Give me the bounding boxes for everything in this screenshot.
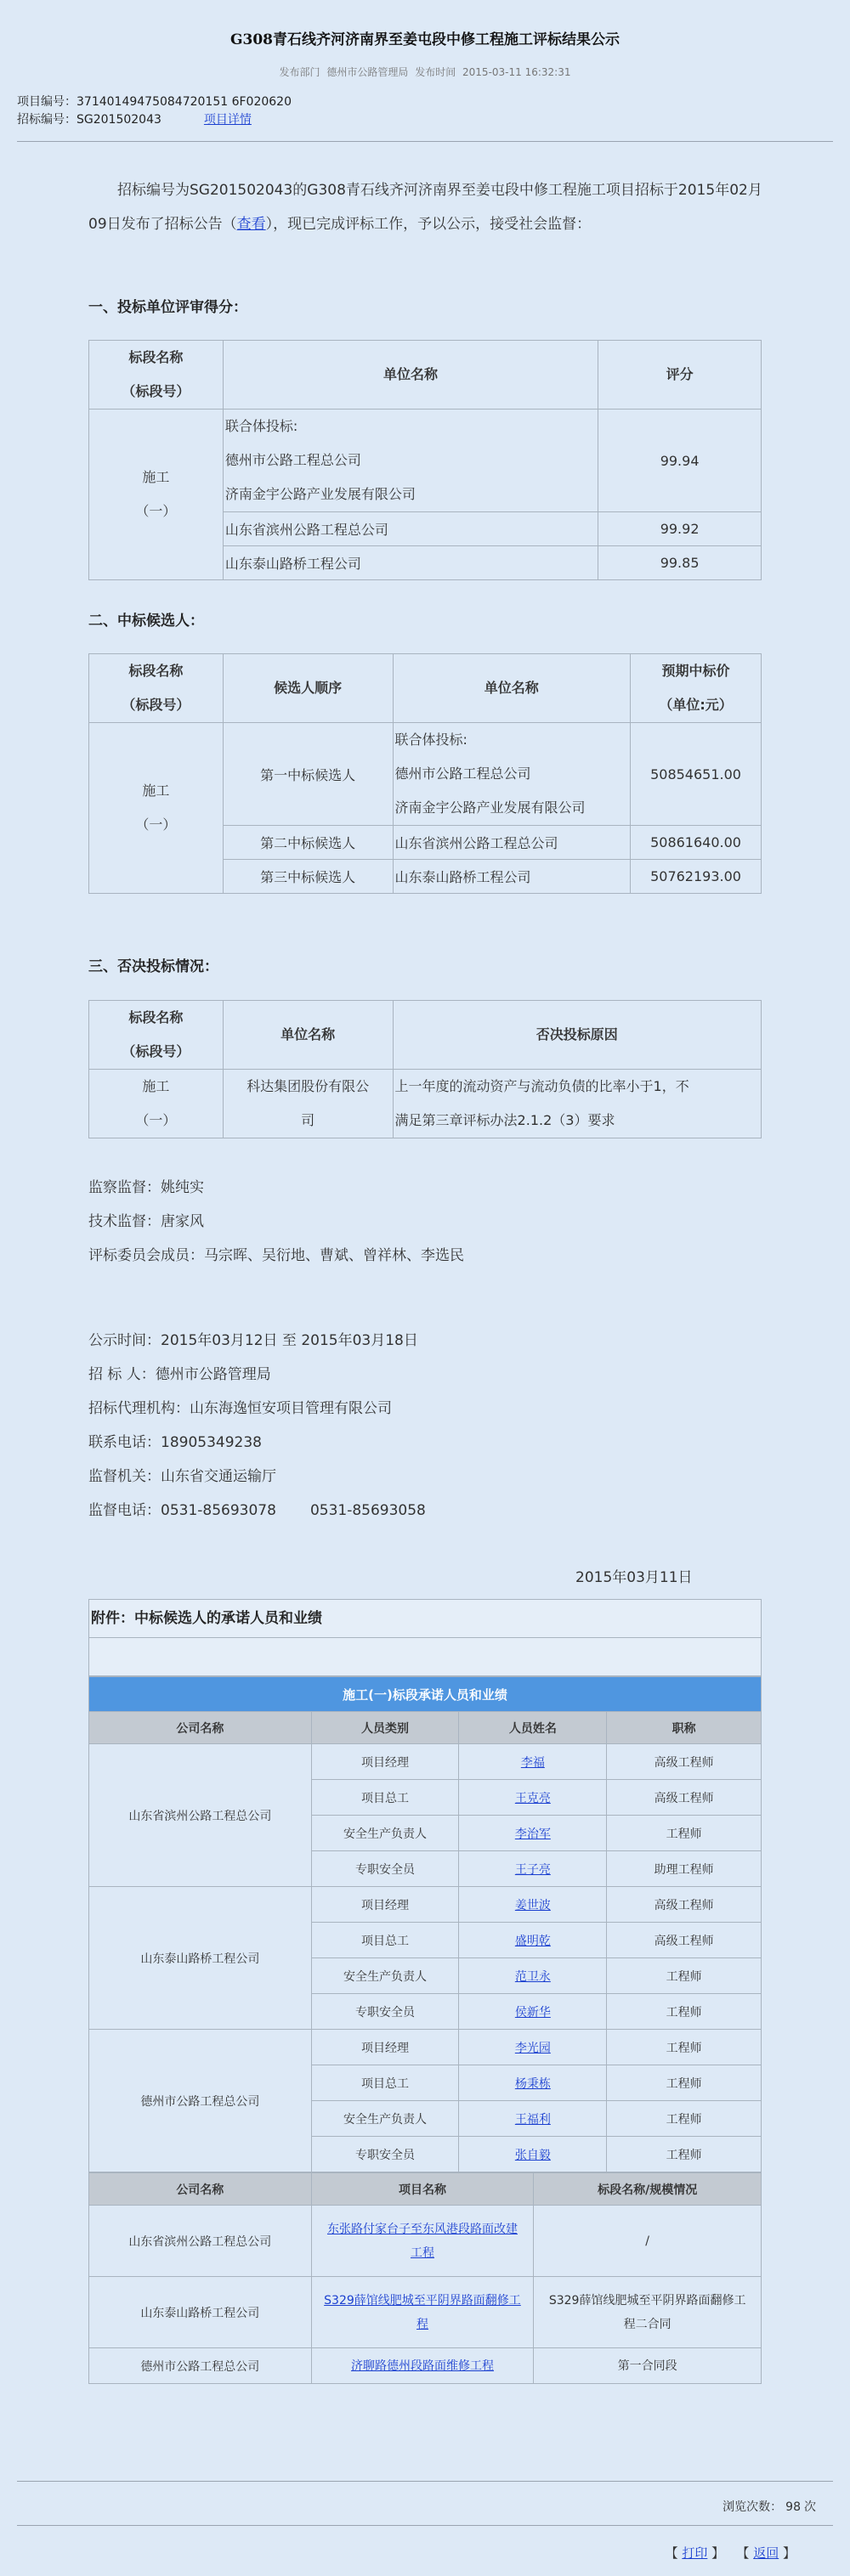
price-cell: 50762193.00 (631, 860, 762, 894)
tender-no: SG201502043 (76, 113, 162, 127)
footer-divider (17, 2481, 833, 2482)
section-2-title: 二、中标候选人： (88, 613, 204, 630)
candidates-table (88, 653, 762, 894)
role-cell: 安全生产负责人 (311, 1816, 459, 1851)
col-section-no: （标段号） (122, 697, 190, 713)
role-cell: 专职安全员 (311, 2137, 459, 2172)
banner: 施工(一)标段承诺人员和业绩 (89, 1677, 762, 1712)
project-cell (311, 2348, 534, 2384)
unit-cell: 山东泰山路桥工程公司 (223, 546, 598, 580)
unit-cell: 山东省滨州公路工程总公司 (393, 826, 631, 860)
col-project: 项目名称 (311, 2173, 534, 2206)
section-3-title: 三、否决投标情况： (88, 958, 218, 975)
person-link[interactable]: 杨秉栋 (514, 2076, 551, 2091)
attachment-spacer (88, 1638, 762, 1676)
price-cell: 50854651.00 (631, 723, 762, 826)
person-cell (459, 2065, 607, 2101)
performance-table (88, 2172, 762, 2384)
staff-table (88, 1676, 762, 2172)
person-link[interactable]: 王福利 (514, 2112, 551, 2127)
col-section: 标段名称 (128, 349, 184, 365)
col-unit: 单位名称 (223, 1001, 393, 1070)
footer-divider-2 (17, 2525, 833, 2526)
title-cell: 助理工程师 (607, 1851, 762, 1887)
person-cell (459, 1887, 607, 1923)
project-detail-link[interactable]: 项目详情 (203, 113, 252, 127)
title-cell: 工程师 (607, 1958, 762, 1994)
tender-no-label: 招标编号： (17, 113, 76, 127)
title-cell: 高级工程师 (607, 1923, 762, 1958)
unit-cell: 联合体投标: 德州市公路工程总公司 济南金宇公路产业发展有限公司 (223, 410, 598, 512)
person-cell (459, 2030, 607, 2065)
col-scale: 标段名称/规模情况 (534, 2173, 762, 2206)
project-cell (311, 2206, 534, 2277)
person-cell (459, 1994, 607, 2030)
role-cell: 专职安全员 (311, 1851, 459, 1887)
notice-tenderer: 招 标 人：德州市公路管理局 (88, 1366, 271, 1383)
col-order: 候选人顺序 (223, 654, 393, 723)
col-reason: 否决投标原因 (393, 1001, 761, 1070)
table-row (89, 1744, 762, 1780)
unit-cell: 山东泰山路桥工程公司 (393, 860, 631, 894)
score-cell: 99.94 (598, 410, 762, 512)
notice-period: 公示时间：2015年03月12日 至 2015年03月18日 (88, 1332, 418, 1349)
rejected-table (88, 1000, 762, 1138)
project-link[interactable]: 东张路付家台子至东风港段路面改建 工程 (326, 2222, 518, 2260)
company-cell: 德州市公路工程总公司 (89, 2348, 312, 2384)
view-notice-link[interactable]: 查看 (236, 216, 266, 233)
unit-cell: 科达集团股份有限公 司 (223, 1070, 393, 1138)
col-company: 公司名称 (89, 1712, 312, 1744)
title-cell: 工程师 (607, 2065, 762, 2101)
person-cell (459, 1780, 607, 1816)
dept-value: 德州市公路管理局 (326, 66, 409, 78)
person-cell (459, 1744, 607, 1780)
role-cell: 项目总工 (311, 2065, 459, 2101)
person-link[interactable]: 范卫永 (514, 1969, 551, 1984)
col-unit: 单位名称 (223, 341, 598, 410)
project-link[interactable]: 济聊路德州段路面维修工程 (350, 2359, 494, 2373)
footer-links: 【 打印 】 【 返回 】 (665, 2545, 796, 2561)
person-link[interactable]: 张自毅 (514, 2148, 551, 2162)
divider (17, 141, 833, 142)
reason-cell: 上一年度的流动资产与流动负债的比率小于1，不 满足第三章评标办法2.1.2（3）要求 (393, 1070, 761, 1138)
col-price-unit: （单位:元） (659, 697, 733, 713)
page-title: G308青石线齐河济南界至姜屯段中修工程施工评标结果公示 (230, 31, 620, 48)
person-link[interactable]: 王子亮 (514, 1862, 551, 1877)
company-cell: 山东泰山路桥工程公司 (89, 1887, 312, 2030)
order-cell: 第三中标候选人 (223, 860, 393, 894)
intro-text-2: ），现已完成评标工作，予以公示，接受社会监督： (265, 216, 592, 233)
company-cell: 山东省滨州公路工程总公司 (89, 1744, 312, 1887)
role-cell: 项目经理 (311, 1744, 459, 1780)
role-cell: 项目总工 (311, 1780, 459, 1816)
person-cell (459, 2137, 607, 2172)
scale-cell: / (534, 2206, 762, 2277)
section-cell: 施工 （一） (89, 1070, 224, 1138)
publish-meta (0, 65, 850, 79)
col-section: 标段名称 (128, 1009, 184, 1025)
col-section-no: （标段号） (122, 383, 190, 399)
scores-table (88, 340, 762, 580)
person-cell (459, 2101, 607, 2137)
company-cell: 德州市公路工程总公司 (89, 2030, 312, 2172)
person-cell (459, 1958, 607, 1994)
section-cell: 施工 （一） (89, 410, 224, 580)
col-title: 职称 (607, 1712, 762, 1744)
intro-text-1: 招标编号为SG201502043的G308青石线齐河济南界至姜屯段中修工程施工项目招标于2015年02月09日发布了招标公告（ (88, 182, 762, 233)
col-role: 人员类别 (311, 1712, 459, 1744)
person-link[interactable]: 李光园 (514, 2041, 551, 2055)
table-row (89, 410, 762, 512)
person-link[interactable]: 姜世波 (514, 1898, 551, 1912)
title-cell: 工程师 (607, 1994, 762, 2030)
order-cell: 第一中标候选人 (223, 723, 393, 826)
intro-paragraph (88, 173, 768, 241)
role-cell: 项目经理 (311, 2030, 459, 2065)
section-1-title: 一、投标单位评审得分： (88, 299, 247, 316)
print-link[interactable]: 打印 (682, 2545, 708, 2561)
title-cell: 高级工程师 (607, 1780, 762, 1816)
person-cell (459, 1816, 607, 1851)
col-company: 公司名称 (89, 2173, 312, 2206)
table-header-row (89, 1712, 762, 1744)
dept-label: 发布部门 (279, 66, 320, 78)
company-cell: 山东泰山路桥工程公司 (89, 2277, 312, 2348)
section-cell: 施工 （一） (89, 723, 224, 894)
table-header-row (89, 1001, 762, 1070)
order-cell: 第二中标候选人 (223, 826, 393, 860)
attachment-title: 附件：中标候选人的承诺人员和业绩 (88, 1599, 762, 1638)
score-cell: 99.92 (598, 512, 762, 546)
col-person: 人员姓名 (459, 1712, 607, 1744)
table-row (89, 2206, 762, 2277)
price-cell: 50861640.00 (631, 826, 762, 860)
table-row (89, 2277, 762, 2348)
role-cell: 专职安全员 (311, 1994, 459, 2030)
title-cell: 工程师 (607, 2030, 762, 2065)
time-value: 2015-03-11 16:32:31 (462, 66, 571, 78)
scale-cell: S329薛馆线肥城至平阴界路面翻修工 程二合同 (534, 2277, 762, 2348)
project-cell (311, 2277, 534, 2348)
title-cell: 工程师 (607, 2137, 762, 2172)
supervisor-line: 监察监督：姚纯实 (88, 1179, 204, 1196)
score-cell: 99.85 (598, 546, 762, 580)
role-cell: 安全生产负责人 (311, 2101, 459, 2137)
col-section-no: （标段号） (122, 1043, 190, 1059)
time-label: 发布时间 (415, 66, 456, 78)
unit-cell: 联合体投标: 德州市公路工程总公司 济南金宇公路产业发展有限公司 (393, 723, 631, 826)
col-unit: 单位名称 (393, 654, 631, 723)
role-cell: 项目经理 (311, 1887, 459, 1923)
committee-line: 评标委员会成员：马宗晖、吴衍地、曹斌、曾祥林、李选民 (88, 1247, 464, 1264)
role-cell: 安全生产负责人 (311, 1958, 459, 1994)
table-header-row (89, 341, 762, 410)
table-row (89, 1887, 762, 1923)
table-row (89, 2030, 762, 2065)
scale-cell: 第一合同段 (534, 2348, 762, 2384)
person-cell (459, 1923, 607, 1958)
person-link[interactable]: 王克亮 (514, 1791, 551, 1805)
person-link[interactable]: 侯新华 (514, 2005, 551, 2020)
person-link[interactable]: 盛明乾 (514, 1934, 551, 1948)
title-cell: 高级工程师 (607, 1887, 762, 1923)
table-row (89, 723, 762, 826)
company-cell: 山东省滨州公路工程总公司 (89, 2206, 312, 2277)
project-link[interactable]: S329薛馆线肥城至平阴界路面翻修工 程 (324, 2293, 521, 2331)
person-link[interactable]: 李福 (520, 1755, 545, 1770)
table-header-row (89, 654, 762, 723)
project-no-label: 项目编号： (17, 95, 76, 109)
title-cell: 高级工程师 (607, 1744, 762, 1780)
table-row (89, 1070, 762, 1138)
view-count: 浏览次数： 98 次 (722, 2500, 816, 2514)
table-header-row (89, 2173, 762, 2206)
tech-line: 技术监督：唐家风 (88, 1213, 204, 1230)
col-price: 预期中标价 (661, 663, 730, 679)
person-link[interactable]: 李治军 (514, 1827, 551, 1841)
table-row (89, 2348, 762, 2384)
sign-date: 2015年03月11日 (575, 1569, 693, 1586)
notice-authority: 监督机关：山东省交通运输厅 (88, 1468, 276, 1485)
project-no: 37140149475084720151 6F020620 (76, 95, 292, 109)
role-cell: 项目总工 (311, 1923, 459, 1958)
notice-sup-phone: 监督电话：0531-85693078 0531-85693058 (88, 1502, 426, 1519)
col-section: 标段名称 (128, 663, 184, 679)
person-cell (459, 1851, 607, 1887)
title-cell: 工程师 (607, 1816, 762, 1851)
unit-cell: 山东省滨州公路工程总公司 (223, 512, 598, 546)
notice-phone: 联系电话：18905349238 (88, 1434, 262, 1451)
attachment-panel (88, 1599, 762, 2384)
back-link[interactable]: 返回 (753, 2545, 779, 2561)
notice-agent: 招标代理机构：山东海逸恒安项目管理有限公司 (88, 1400, 392, 1417)
id-block (17, 93, 292, 129)
title-cell: 工程师 (607, 2101, 762, 2137)
col-score: 评分 (598, 341, 762, 410)
